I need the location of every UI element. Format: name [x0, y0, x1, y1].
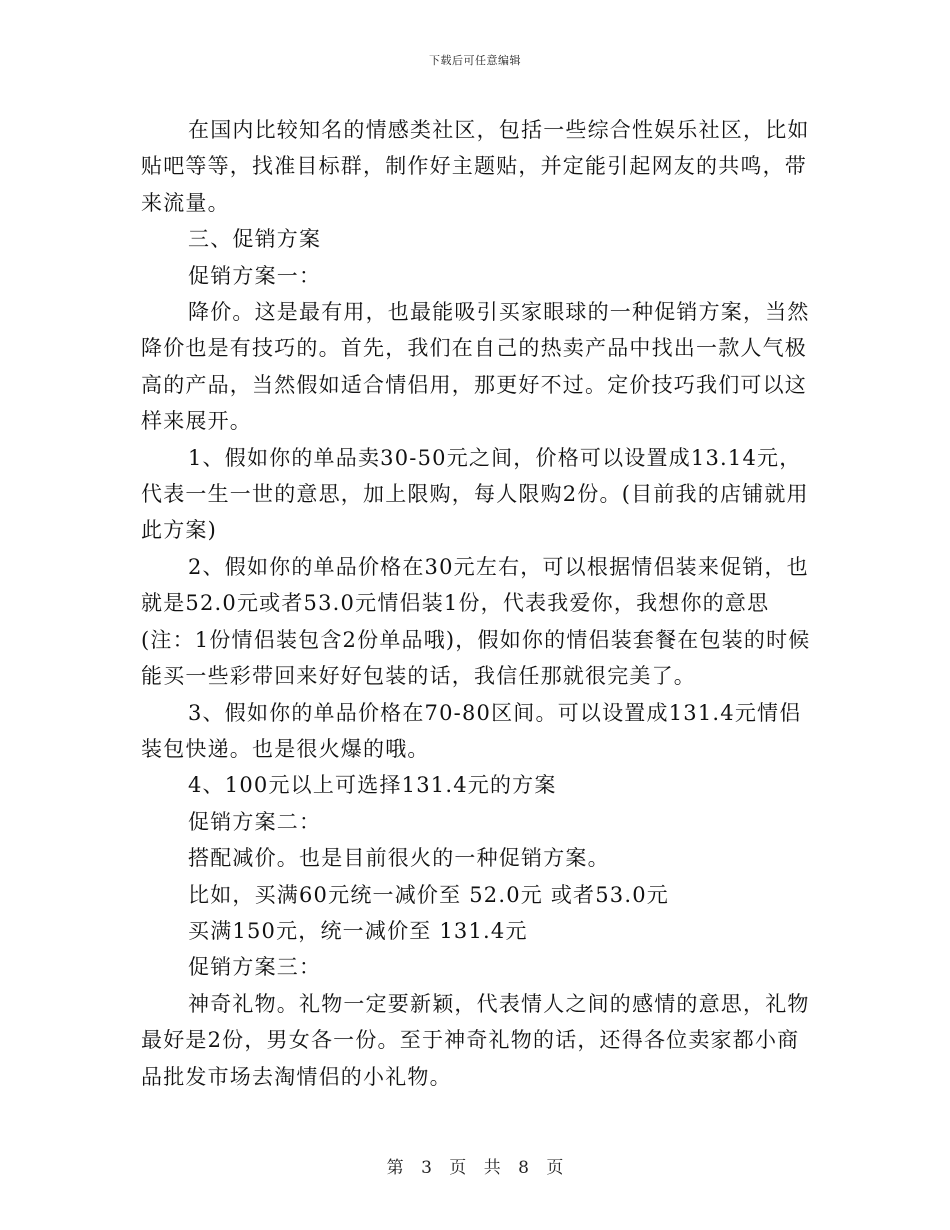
page-footer — [0, 1153, 950, 1178]
document-body — [141, 112, 811, 1095]
footer-word-total: 共 — [483, 1158, 501, 1178]
footer-word-page: 第 — [386, 1158, 404, 1178]
section-heading-promotion-plan: 三、促销方案 — [188, 227, 322, 252]
paragraph-example-60: 比如，买满60元统一减价至 52.0元 或者53.0元 — [188, 882, 669, 907]
paragraph-gift: 神奇礼物。礼物一定要新颖，代表情人之间的感情的意思，礼物最好是2份，男女各一份。至于神奇礼物的话，还得各位卖家都小商品批发市场去淘情侣的小礼物。 — [141, 991, 810, 1089]
list-item-4: 4、100元以上可选择131.4元的方案 — [188, 773, 557, 798]
subheading-plan-two: 促销方案二： — [188, 809, 322, 834]
footer-total-pages: 8 — [518, 1158, 529, 1178]
footer-current-page: 3 — [421, 1158, 432, 1178]
paragraph-price-cut: 降价。这是最有用，也最能吸引买家眼球的一种促销方案，当然降价也是有技巧的。首先，我们在自己的热卖产品中找出一款人气极高的产品，当然假如适合情侣用，那更好不过。定价技巧我们可以这样来展开。 — [141, 300, 810, 434]
subheading-plan-three: 促销方案三： — [188, 955, 322, 980]
footer-word-page-unit-2: 页 — [546, 1158, 564, 1178]
subheading-plan-one: 促销方案一： — [188, 263, 322, 288]
list-item-1: 1、假如你的单品卖30-50元之间，价格可以设置成13.14元，代表一生一世的意思，加上限购，每人限购2份。(目前我的店铺就用此方案) — [141, 445, 809, 543]
page-header-note: 下载后可任意编辑 — [429, 54, 521, 67]
paragraph-community-promotion: 在国内比较知名的情感类社区，包括一些综合性娱乐社区，比如贴吧等等，找准目标群，制作好主题贴，并定能引起网友的共鸣，带来流量。 — [141, 118, 810, 215]
list-item-2: 2、假如你的单品价格在30元左右，可以根据情侣装来促销，也就是52.0元或者53.0元情侣装1份，代表我爱你，我想你的意思(注：1份情侣装包含2份单品哦)，假如你的情侣装套餐在包装的时候能买一些彩带回来好好包装的话，我信任那就很完美了。 — [141, 554, 811, 689]
paragraph-example-150: 买满150元，统一减价至 131.4元 — [188, 918, 528, 943]
paragraph-bundle-discount: 搭配减价。也是目前很火的一种促销方案。 — [188, 846, 610, 871]
footer-word-page-unit: 页 — [449, 1158, 467, 1178]
list-item-3: 3、假如你的单品价格在70-80区间。可以设置成131.4元情侣装包快递。也是很火爆的哦。 — [141, 700, 802, 761]
